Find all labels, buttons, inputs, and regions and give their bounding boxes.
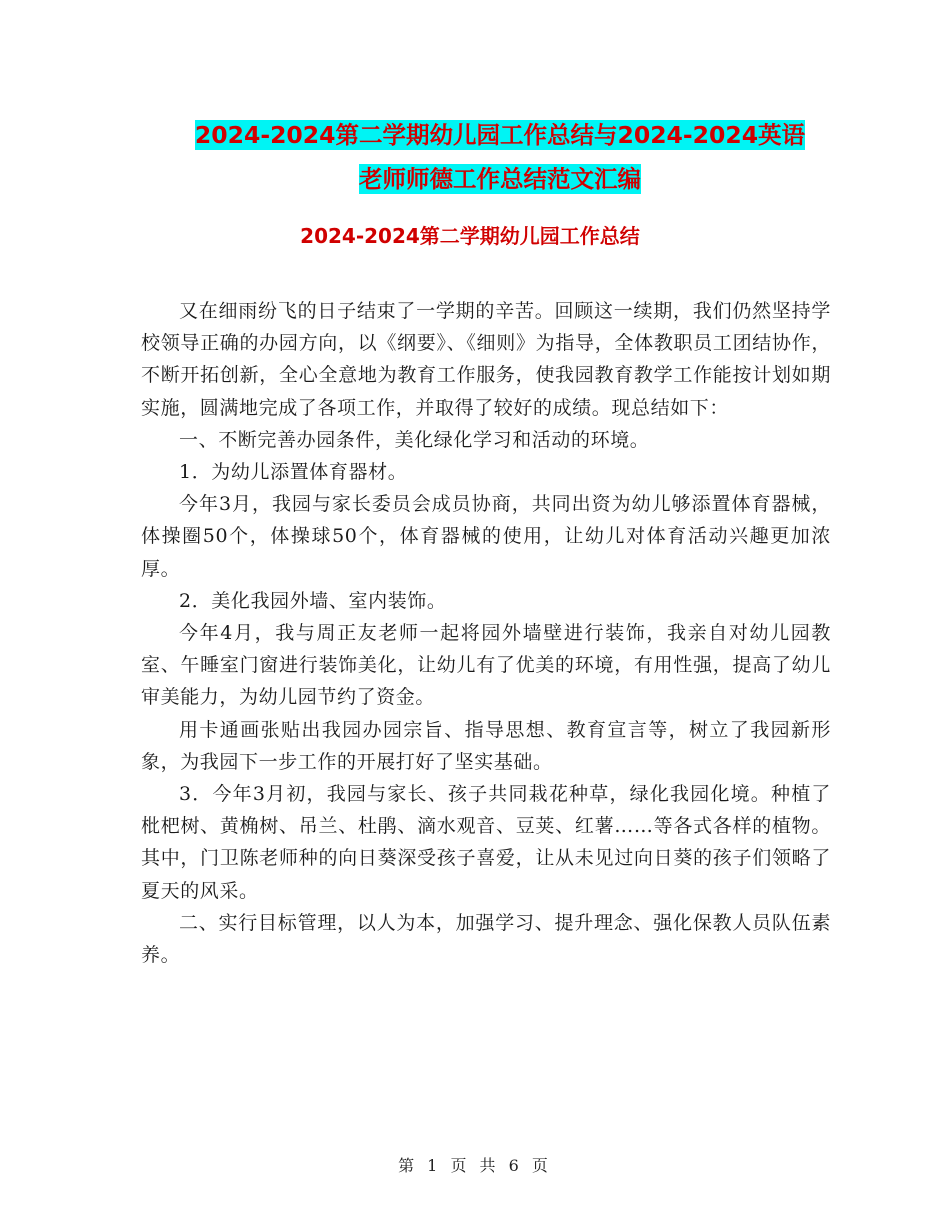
paragraph: 2．美化我园外墙、室内装饰。 — [179, 589, 447, 612]
paragraph: 一、不断完善办园条件，美化绿化学习和活动的环境。 — [179, 428, 650, 451]
section-title: 2024-2024第二学期幼儿园工作总结 — [300, 224, 640, 248]
paragraph: 3．今年3月初，我园与家长、孩子共同栽花种草，绿化我园化境。种植了枇杷树、黄桷树、吊兰、杜鹃、滴水观音、豆荚、红薯……等各式各样的植物。其中，门卫陈老师种的向日葵深受孩子喜爱，让从未见过向日葵的孩子们领略了夏天的风采。 — [141, 783, 831, 902]
document-title-line2: 老师师德工作总结范文汇编 — [359, 165, 641, 193]
paragraph: 今年4月，我与周正友老师一起将园外墙壁进行装饰，我亲自对幼儿园教室、午睡室门窗进行装饰美化，让幼儿有了优美的环境，有用性强，提高了幼儿审美能力，为幼儿园节约了资金。 — [141, 622, 831, 709]
paragraph: 又在细雨纷飞的日子结束了一学期的辛苦。回顾这一续期，我们仍然坚持学校领导正确的办园方向，以《纲要》、《细则》为指导，全体教职员工团结协作，不断开拓创新，全心全意地为教育工作服务，使我园教育教学工作能按计划如期实施，圆满地完成了各项工作，并取得了较好的成绩。现总结如下： — [141, 300, 831, 419]
document-title — [130, 113, 870, 201]
paragraph: 1．为幼儿添置体育器材。 — [179, 461, 408, 484]
document-body — [141, 295, 831, 971]
page-footer: 第 1 页 共 6 页 — [398, 1156, 552, 1175]
paragraph: 用卡通画张贴出我园办园宗旨、指导思想、教育宣言等，树立了我园新形象，为我园下一步工作的开展打好了坚实基础。 — [141, 718, 831, 773]
paragraph: 二、实行目标管理，以人为本，加强学习、提升理念、强化保教人员队伍素养。 — [141, 911, 831, 967]
document-title-line1: 2024-2024第二学期幼儿园工作总结与2024-2024英语 — [194, 121, 806, 149]
paragraph: 今年3月，我园与家长委员会成员协商，共同出资为幼儿够添置体育器械，体操圈50个，体操球50个，体育器械的使用，让幼儿对体育活动兴趣更加浓厚。 — [141, 493, 831, 580]
